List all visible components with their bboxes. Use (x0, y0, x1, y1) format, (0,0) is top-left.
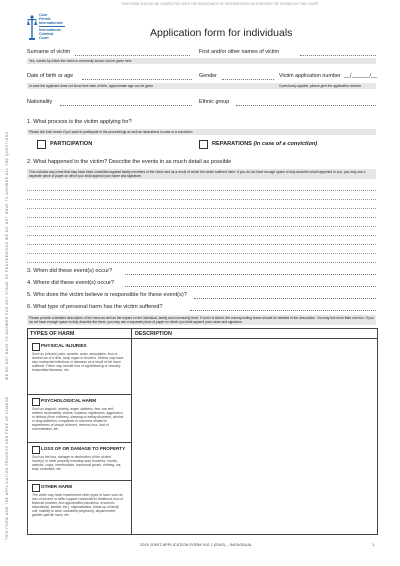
question-1-hint: Please tick both boxes if you want to participate in the proceedings as well as reparations in case of a conviction (27, 129, 376, 135)
nationality-label: Nationality (27, 99, 53, 105)
first-names-field[interactable] (300, 55, 376, 56)
page-number: 1 (372, 542, 375, 547)
side-note-top: WE DO NOT HAVE TO ANSWER ALL THE QUESTIONS (5, 131, 9, 240)
gender-field[interactable] (222, 79, 274, 80)
question-3-field[interactable] (125, 274, 376, 275)
logo-line: International (39, 28, 61, 32)
reparations-suffix: (in case of a conviction) (253, 141, 318, 147)
dob-hint: In case the applicant does not know their date of birth, approximate age can be given (29, 84, 154, 88)
question-6-hint: Please provide a detailed description of the harm as well as the impact on the individual, family and community level. If a box is ticked, the corresponding boxes should be detailed in the description. You may tick more than one box. If you do not have enough space to fully describe the harm, you may use a separate piece of paper on which you shall append your name and signature. (27, 315, 376, 325)
app-number-label: Victim application number (279, 73, 341, 79)
harm-description-area[interactable] (132, 339, 377, 534)
harm-table (27, 328, 378, 535)
harm-row-physical (28, 339, 131, 394)
question-6-field[interactable] (190, 310, 376, 311)
ethnic-group-label: Ethnic group (199, 99, 230, 105)
physical-injuries-checkbox[interactable] (32, 343, 40, 351)
question-2-hint: This includes any crime that may have been committed against family members of the victim and as a result of which the victim suffered harm. If you do not have enough space to fully describe what happened to you, you may use a separate piece of paper on which you shall append your name and signature. (27, 169, 376, 179)
participation-label: PARTICIPATION (50, 141, 93, 147)
other-harm-checkbox[interactable] (32, 484, 40, 492)
question-4: 4. Where did these event(s) occur? (27, 280, 115, 286)
logo-line: Court (39, 36, 49, 40)
types-of-harm-header: TYPES OF HARM (30, 331, 75, 337)
scales-of-justice-icon (27, 15, 37, 41)
surname-hint: Yes, names by which the victim is commonly known can be given here (27, 58, 376, 64)
question-5: 5. Who does the victim believe is responsible for these event(s)? (27, 292, 187, 298)
harm-row-property (28, 442, 131, 480)
reparations-text: REPARATIONS (212, 141, 252, 147)
property-loss-checkbox[interactable] (32, 446, 40, 454)
question-6: 6. What type of personal harm has the victim suffered? (27, 304, 163, 310)
gender-label: Gender (199, 73, 217, 79)
psychological-harm-checkbox[interactable] (32, 398, 40, 406)
page-title: Application form for individuals (150, 27, 293, 39)
surname-field[interactable] (75, 55, 190, 56)
nationality-field[interactable] (60, 105, 192, 106)
top-notice: THIS FORM SHOULD BE COMPLETED WITH THE ASSISTANCE OF INTERMEDIARY AUTHORISED OR TRAINED BY THE COURT (121, 2, 319, 6)
side-note-mid: WE DO NOT HAVE TO ANSWER FOR ANY STAGE OF PROCEEDINGS (5, 241, 9, 380)
footer-text: 2019 JOINT APPLICATION FORM V02 1 (ENG) – INDIVIDUAL (140, 542, 253, 547)
harm-row-other (28, 480, 131, 534)
harm-row-psychological (28, 394, 131, 442)
physical-injuries-title: PHYSICAL INJURIES (41, 343, 87, 348)
side-note-bottom: THIS FORM AND THE APPLICATION PROCESS ARE FREE OF CHARGE (5, 396, 9, 540)
logo-line: Cour (39, 13, 48, 17)
property-loss-desc: Such as the loss, damage or destruction of the victims' home(s) or other property including land, business, money, animals, crops, merchandise, household goods, clothing, car, boat, motorbike, etc. (32, 455, 122, 471)
app-number-field[interactable]: __/______/__ (344, 73, 377, 79)
logo-line: Internationale (39, 21, 63, 25)
property-loss-title: LOSS OF OR DAMAGE TO PROPERTY (41, 446, 126, 451)
reparations-label (212, 141, 317, 148)
question-4-field[interactable] (125, 286, 376, 287)
first-names-label: First and/or other names of victim (199, 49, 279, 55)
logo-line: Criminal (39, 32, 54, 36)
psychological-harm-title: PSYCHOLOGICAL HARM (41, 398, 97, 403)
psychological-harm-desc: Such as anguish, anxiety, anger, sadness, fear, low self-esteem vulnerability, shame, isolation, nightmares, aggression or distrust (from children), sleeping or eating disorders, alcohol or drug addiction, complaints or concerns related to experiences of sexual violence, memory loss, lack of concentration, etc. (32, 407, 124, 431)
dob-label: Date of birth or age (27, 73, 74, 79)
physical-injuries-desc: Such as (chronic) pain, wounds, scars, amputation, loss or limited use of a limb, body organ or function. Victims may have also contracted infections or diseases as a result of the harm suffered. These may include loss of sight/hearing or sexually transmitted diseases, etc. (32, 352, 124, 372)
other-harm-title: OTHER HARM (41, 484, 73, 489)
app-number-hint: If previously applied, please give the application number (279, 84, 361, 88)
dob-hint-bar (27, 83, 376, 89)
ethnic-group-field[interactable] (236, 105, 376, 106)
question-2: 2. What happened to the victim? Describe the events in as much detail as possible (27, 159, 232, 165)
question-3: 3. When did these event(s) occur? (27, 268, 113, 274)
question-1: 1. What process is the victim applying for? (27, 119, 132, 125)
description-header: DESCRIPTION (135, 331, 172, 337)
logo-line: Pénale (39, 17, 51, 21)
other-harm-desc: The victim may have experienced other types of harm such as loss of income or other support connected to livelihood, loss of financial provider, lost opportunities (business, economic, educational, familial, etc.), stigmatisation, break up of family unit, inability to work, unwanted pregnancy, displacement, gender specific harm, etc. (32, 493, 124, 517)
icc-logo (27, 13, 82, 45)
dob-field[interactable] (82, 79, 192, 80)
surname-label: Surname of victim (27, 49, 71, 55)
reparations-checkbox[interactable] (199, 140, 208, 149)
participation-checkbox[interactable] (37, 140, 46, 149)
question-5-field[interactable] (194, 298, 376, 299)
